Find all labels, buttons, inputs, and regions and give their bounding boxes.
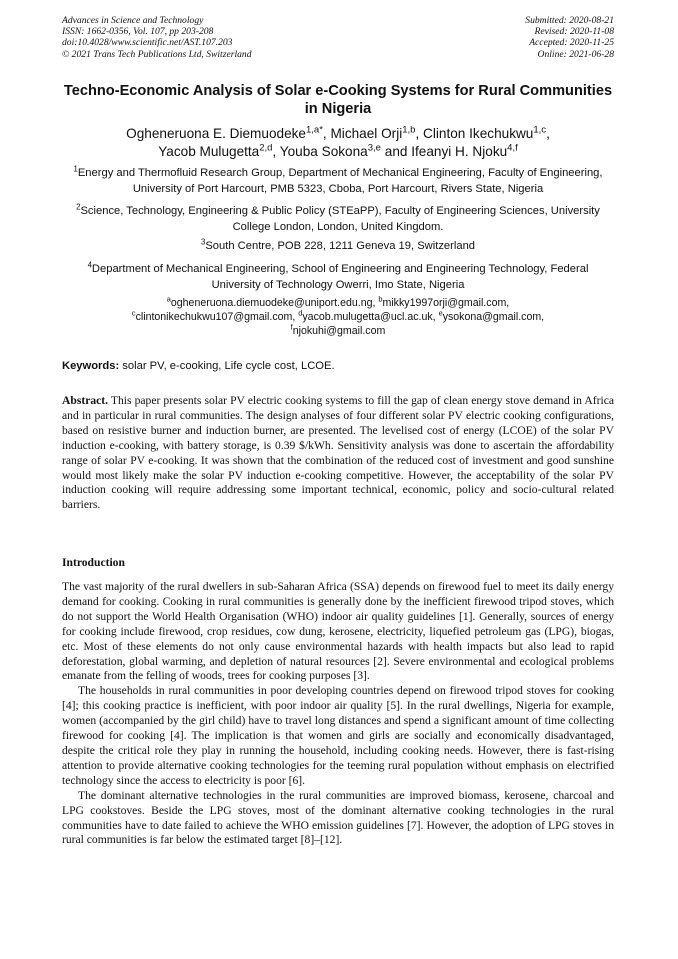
journal-name: Advances in Science and Technology xyxy=(62,15,204,26)
author-sup: 2,d xyxy=(259,142,273,154)
email-sep: , xyxy=(432,311,439,323)
affiliation-num: 3 xyxy=(200,237,206,247)
author-sup: 1,c xyxy=(533,124,547,136)
abstract-text: This paper presents solar PV electric cooking systems to fill the gap of clean energy stove demand in Africa and in particular in rural communities. The design analyses of four different solar PV electric cooking configurations, based on resistive burner and induction burner, are presented. The levelised cost of energy (LCOE) of the solar PV induction e-cooking, with battery storage, is 0.39 $/kWh. Sensitivity analysis was done to ascertain the affordability range of solar PV e-cooking. It was shown that the combination of the reduced cost of investment and good sunshine would most likely make the solar PV induction e-cooking competitive. However, the acceptability of the solar PV induction cooking will require addressing some important technical, economic, policy and socio-cultural related barriers. xyxy=(62,394,614,512)
email-link[interactable]: ogheneruona.diemuodeke@uniport.edu.ng xyxy=(170,297,373,309)
doi[interactable]: doi:10.4028/www.scientific.net/AST.107.203 xyxy=(62,37,233,49)
abstract-label: Abstract. xyxy=(62,394,109,407)
email-sep: , xyxy=(292,311,299,323)
paper-title: Techno-Economic Analysis of Solar e-Cooking Systems for Rural Communities in Nigeria xyxy=(63,83,613,117)
author-sup: 3,e xyxy=(367,142,381,154)
author-emails xyxy=(62,296,614,338)
journal-info xyxy=(62,15,252,60)
email-sep: , xyxy=(372,297,379,309)
author-name: Youba Sokona xyxy=(279,144,368,159)
author-name: Yacob Mulugetta xyxy=(158,144,260,159)
revised-date: Revised: 2020-11-08 xyxy=(534,26,614,38)
email-sup: a xyxy=(166,294,171,304)
section-heading-introduction: Introduction xyxy=(62,556,125,569)
author-name: Ifeanyi H. Njoku xyxy=(411,144,508,159)
affiliation-text: Department of Mechanical Engineering, School of Engineering and Engineering Technology, Federal University of Technology Owerri, Imo State, Nigeria xyxy=(91,263,589,291)
keywords xyxy=(62,359,614,373)
introduction-body xyxy=(62,580,614,848)
email-sup: e xyxy=(438,308,443,318)
affiliation-2 xyxy=(62,204,614,235)
accepted-date: Accepted: 2020-11-25 xyxy=(529,37,614,49)
author-name: Ogheneruona E. Diemuodeke xyxy=(126,126,306,141)
author-sep: and xyxy=(380,144,412,159)
affiliation-num: 2 xyxy=(76,202,81,212)
affiliation-3 xyxy=(62,239,614,255)
email-sup: c xyxy=(131,308,136,318)
copyright: © 2021 Trans Tech Publications Ltd, Switzerland xyxy=(62,48,252,60)
email-sep: , xyxy=(506,297,510,309)
email-link[interactable]: clintonikechukwu107@gmail.com xyxy=(135,311,293,323)
affiliation-text: Energy and Thermofluid Research Group, Department of Mechanical Engineering, Faculty of Engineering, University of Port Harcourt, PMB 5323, Cboba, Port Harcourt, Rivers State, Nigeria xyxy=(77,167,603,195)
author-sep: , xyxy=(546,126,550,141)
author-sep: , xyxy=(322,126,331,141)
author-name: Clinton Ikechukwu xyxy=(423,126,534,141)
affiliation-text: Science, Technology, Engineering & Public Policy (STEaPP), Faculty of Engineering Sciences, University College London, London, United Kingdom. xyxy=(80,205,600,233)
author-list xyxy=(62,125,614,161)
author-sup: 4,f xyxy=(507,142,518,154)
author-sep: , xyxy=(272,144,280,159)
email-sup: f xyxy=(290,322,293,332)
affiliation-4 xyxy=(62,262,614,293)
author-sup: 1,b xyxy=(402,124,416,136)
issn: ISSN: 1662-0356, Vol. 107, pp 203-208 xyxy=(62,26,214,38)
keywords-text: solar PV, e-cooking, Life cycle cost, LCOE. xyxy=(119,360,335,372)
affiliation-text: South Centre, POB 228, 1211 Geneva 19, Switzerland xyxy=(205,240,476,252)
email-link[interactable]: mikky1997orji@gmail.com xyxy=(382,297,507,309)
affiliation-1 xyxy=(62,166,614,197)
email-link[interactable]: njokuhi@gmail.com xyxy=(292,325,386,337)
paragraph: The dominant alternative technologies in the rural communities are improved biomass, kerosene, charcoal and LPG cookstoves. Beside the LPG stoves, most of the dominant alternative cooking technologies in the rural communities have to date failed to achieve the WHO emission guidelines [7]. However, the adoption of LPG stoves in rural communities is far below the estimated target [8]–[12]. xyxy=(62,788,614,847)
email-link[interactable]: ysokona@gmail.com xyxy=(442,311,542,323)
submitted-date: Submitted: 2020-08-21 xyxy=(525,15,614,26)
author-sep: , xyxy=(415,126,424,141)
keywords-label: Keywords: xyxy=(62,360,120,372)
email-link[interactable]: yacob.mulugetta@ucl.ac.uk xyxy=(302,311,433,323)
abstract xyxy=(62,394,614,513)
email-sup: d xyxy=(298,308,303,318)
email-sep: , xyxy=(541,311,545,323)
author-name: Michael Orji xyxy=(330,126,403,141)
author-sup: 1,a* xyxy=(305,124,323,136)
affiliation-num: 4 xyxy=(87,260,92,270)
online-date: Online: 2021-06-28 xyxy=(537,48,614,60)
affiliation-num: 1 xyxy=(73,164,78,174)
publication-dates xyxy=(525,15,614,60)
paragraph: The households in rural communities in poor developing countries depend on firewood tripod stoves for cooking [4]; this cooking practice is inefficient, with poor indoor air quality [5]. In the rural dwellings, Nigeria for example, women (accompanied by the girl child) have to travel long distances and spend a significant amount of time collecting firewood for cooking [4]. The implication is that women and girls are socially and economically disadvantaged, despite the critical role they play in running the household, including cooking needs. However, there is fast-rising attention to provide alternative cooking technologies for the teeming rural population without emphasis on electrified technology since the access to electricity is poor [6]. xyxy=(62,684,614,787)
email-sup: b xyxy=(378,294,383,304)
paragraph: The vast majority of the rural dwellers in sub-Saharan Africa (SSA) depends on firewood fuel to meet its daily energy demand for cooking. Cooking in rural communities is generally done by the inefficient firewood tripod stoves, which do not support the World Health Organisation (WHO) indoor air quality guidelines [1]. Generally, sources of energy for cooking include firewood, crop residues, cow dung, kerosene, electricity, liquefied petroleum gas (LPG), biogas, etc. Most of these elements do not only cause environmental hazards with health impacts but also lead to rapid deforestation, global warming, and depletion of natural resources [2]. Severe environmental and ecological problems emanate from the felling of woods, trees for cooking purposes [3]. xyxy=(62,580,614,683)
